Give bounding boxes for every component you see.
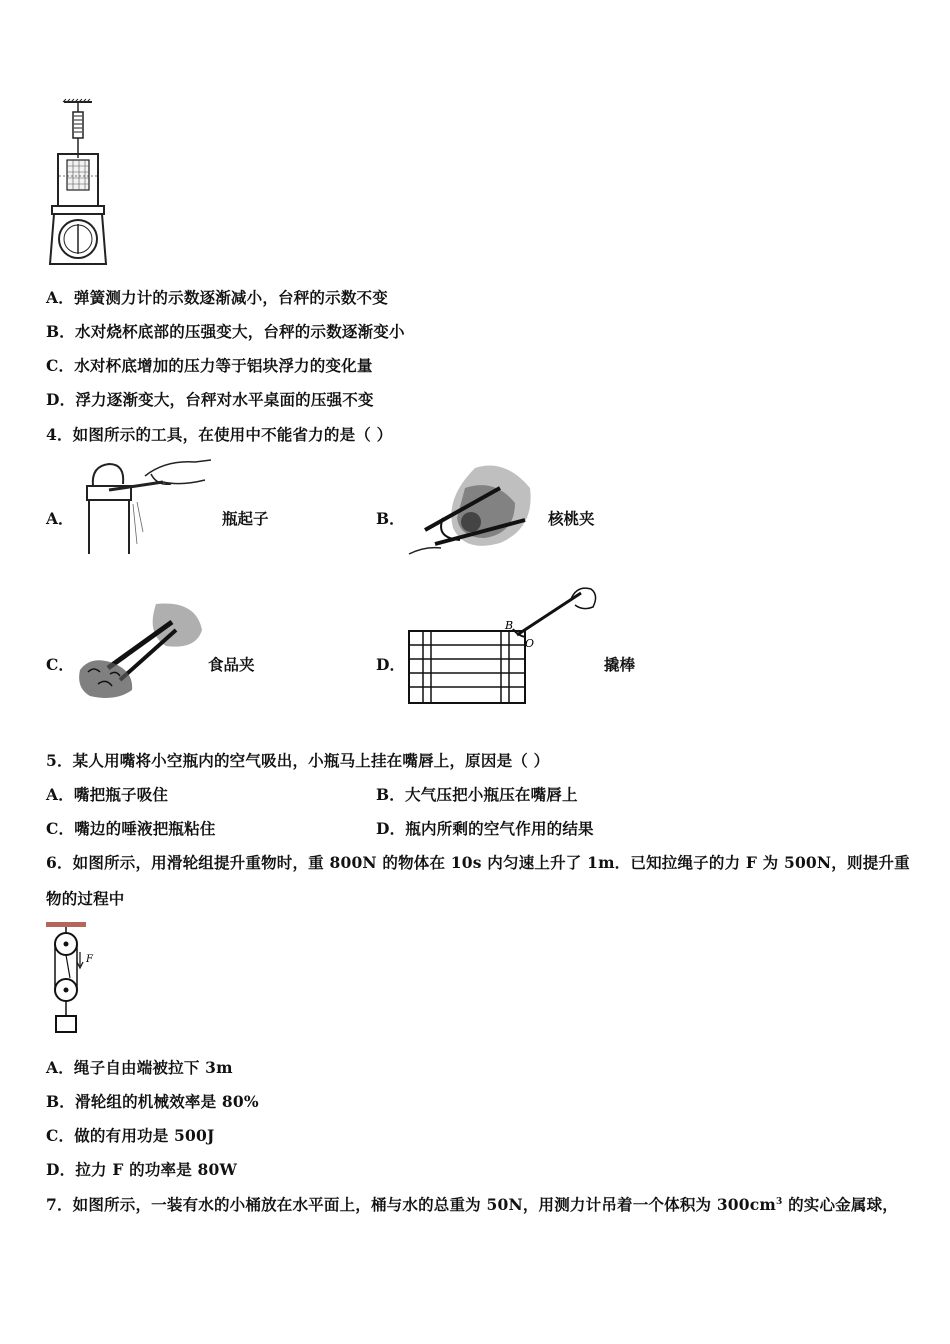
- q6-stem-line1: 6．如图所示，用滑轮组提升重物时，重 800N 的物体在 10s 内匀速上升了 1m．已知拉绳子的力 F 为 500N，则提升重: [46, 853, 910, 872]
- q4-d-letter: D．: [376, 655, 405, 674]
- bottle-opener-figure: [85, 456, 217, 556]
- q6-option-c: C．做的有用功是 500J: [46, 1126, 215, 1145]
- q3-option-a: A．弹簧测力计的示数逐渐减小，台秤的示数不变: [46, 288, 388, 307]
- q7-stem-sup: 3: [776, 1196, 783, 1207]
- pulley-system-figure: [40, 918, 110, 1038]
- q4-b-letter: B．: [376, 509, 405, 528]
- q4-b-caption: 核桃夹: [548, 509, 595, 528]
- force-label-f: F: [86, 954, 93, 965]
- q5-option-b: B．大气压把小瓶压在嘴唇上: [376, 785, 578, 804]
- q4-a-letter: A．: [46, 509, 74, 528]
- q7-stem: [46, 1193, 898, 1215]
- q5-option-c: C．嘴边的唾液把瓶粘住: [46, 819, 216, 838]
- nutcracker-figure: [405, 458, 545, 558]
- q4-a-caption: 瓶起子: [222, 509, 269, 528]
- lever-label-o: O: [525, 637, 535, 650]
- crowbar-figure: [405, 585, 605, 705]
- q4-c-caption: 食品夹: [208, 655, 255, 674]
- q6-option-d: D．拉力 F 的功率是 80W: [46, 1160, 238, 1179]
- q6-option-b: B．滑轮组的机械效率是 80%: [46, 1092, 259, 1111]
- q3-option-b: B．水对烧杯底部的压强变大，台秤的示数逐渐变小: [46, 322, 405, 341]
- lever-label-b: B: [505, 619, 514, 632]
- q5-stem: 5．某人用嘴将小空瓶内的空气吸出，小瓶马上挂在嘴唇上，原因是（ ）: [46, 751, 550, 770]
- q7-stem-after: 的实心金属球，: [782, 1195, 898, 1214]
- q3-option-c: C．水对杯底增加的压力等于铝块浮力的变化量: [46, 356, 373, 375]
- q3-option-d: D．浮力逐渐变大，台秤对水平桌面的压强不变: [46, 390, 374, 409]
- q5-option-d: D．瓶内所剩的空气作用的结果: [376, 819, 594, 838]
- q6-stem-line2: 物的过程中: [46, 889, 125, 908]
- spring-scale-balance-figure: [48, 98, 118, 270]
- q4-c-letter: C．: [46, 655, 74, 674]
- q5-option-a: A．嘴把瓶子吸住: [46, 785, 169, 804]
- q4-d-caption: 撬棒: [604, 655, 636, 674]
- q7-stem-before: 7．如图所示，一装有水的小桶放在水平面上，桶与水的总重为 50N，用测力计吊着一个体积为 300cm: [46, 1195, 777, 1214]
- q6-option-a: A．绳子自由端被拉下 3m: [46, 1058, 233, 1077]
- food-tongs-figure: [76, 600, 206, 704]
- q4-stem: 4．如图所示的工具，在使用中不能省力的是（ ）: [46, 425, 393, 444]
